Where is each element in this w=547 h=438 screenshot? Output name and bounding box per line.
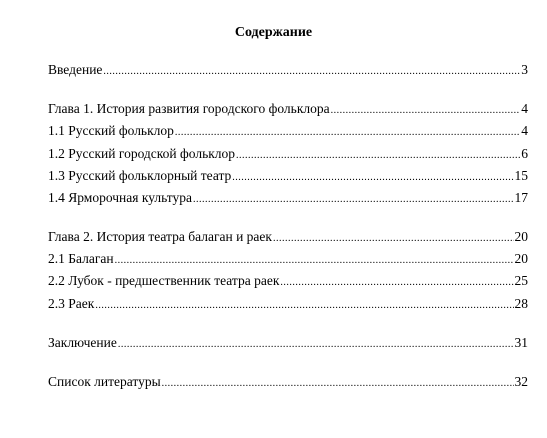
toc-entry-label: 2.2 Лубок - предшественник театра раек [48,273,280,288]
dot-leader [331,103,521,119]
dot-leader [118,337,514,353]
toc-entry-section-1-2 [48,146,528,162]
toc-entry-section-2-1 [48,251,528,267]
dot-leader [232,170,513,186]
toc-entry-chapter-1 [48,101,528,117]
toc-entry-label: 1.4 Ярморочная культура [48,190,192,205]
dot-leader [175,125,520,141]
toc-entry-label: Глава 1. История развития городского фольклора [48,101,330,116]
toc-entry-page: 28 [514,296,528,311]
toc-entry-page: 31 [514,335,528,350]
toc-entry-introduction [48,62,528,78]
toc-entry-label: 1.3 Русский фольклорный театр [48,168,232,183]
toc-entry-page: 25 [514,273,528,288]
toc-entry-label: Список литературы [48,374,161,389]
toc-entry-label: Заключение [48,335,117,350]
toc-entry-page: 20 [514,229,528,244]
toc-entry-page: 20 [514,251,528,266]
dot-leader [103,64,520,80]
toc-entry-section-1-3 [48,168,528,184]
toc-entry-bibliography [48,374,528,390]
toc-entry-page: 3 [521,62,528,77]
toc-entry-label: 2.1 Балаган [48,251,114,266]
toc-entry-conclusion [48,335,528,351]
toc-entry-page: 4 [521,123,528,138]
dot-leader [273,231,514,247]
toc-entry-page: 17 [514,190,528,205]
dot-leader [115,253,514,269]
toc-entry-chapter-2 [48,229,528,245]
dot-leader [162,376,514,392]
dot-leader [193,192,514,208]
toc-entry-section-2-2 [48,273,528,289]
toc-entry-section-2-3 [48,296,528,312]
toc-entry-page: 32 [514,374,528,389]
toc-entry-page: 15 [514,168,528,183]
toc-entry-page: 4 [521,101,528,116]
toc-entry-label: 2.3 Раек [48,296,95,311]
toc-title: Содержание [234,25,313,40]
toc-entry-label: Глава 2. История театра балаган и раек [48,229,272,244]
toc-entry-label: 1.2 Русский городской фольклор [48,146,236,161]
dot-leader [236,148,520,164]
toc-entry-section-1-1 [48,123,528,139]
toc-entry-label: 1.1 Русский фольклор [48,123,174,138]
toc-entry-label: Введение [48,62,103,77]
toc-entry-page: 6 [521,146,528,161]
dot-leader [95,298,513,314]
dot-leader [280,275,513,291]
toc-entry-section-1-4 [48,190,528,206]
